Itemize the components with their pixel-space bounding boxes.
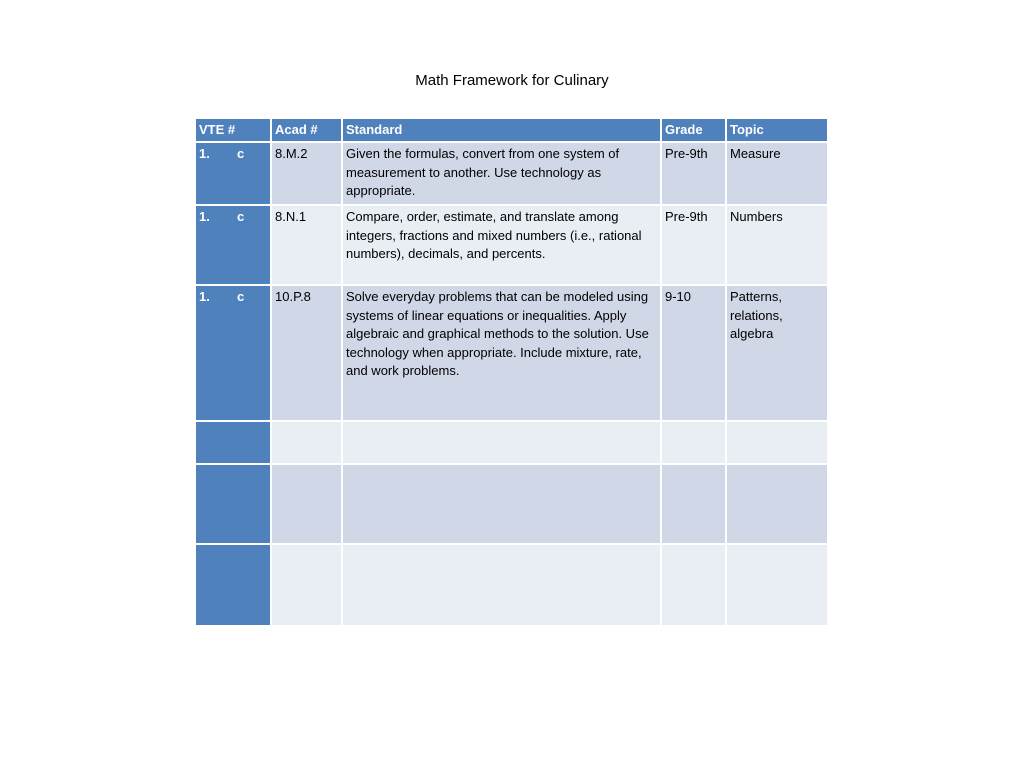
header-vte: VTE # (196, 119, 272, 143)
grade-cell: Pre-9th (662, 143, 727, 206)
vte-cell (196, 143, 272, 206)
acad-cell: 8.M.2 (272, 143, 343, 206)
topic-cell (727, 465, 827, 545)
page-title: Math Framework for Culinary (415, 72, 609, 89)
standard-cell (343, 465, 662, 545)
standard-cell: Compare, order, estimate, and translate among integers, fractions and mixed numbers (i.e., rational numbers), decimals, and percents. (343, 206, 662, 286)
grade-cell (662, 545, 727, 625)
vte-number: 1. (199, 209, 210, 224)
table-row (196, 206, 827, 286)
topic-cell: Measure (727, 143, 827, 206)
vte-letter: c (237, 146, 245, 161)
header-grade: Grade (662, 119, 727, 143)
grade-cell: 9-10 (662, 286, 727, 422)
standard-cell: Solve everyday problems that can be modeled using systems of linear equations or inequalities. Apply algebraic and graphical methods to the solution. Use technology when appropriate. Include mixture, rate, and work problems. (343, 286, 662, 422)
vte-cell (196, 545, 272, 625)
standard-cell (343, 422, 662, 465)
acad-cell (272, 422, 343, 465)
table-row (196, 286, 827, 422)
topic-cell: Numbers (727, 206, 827, 286)
topic-cell (727, 545, 827, 625)
table-row (196, 143, 827, 206)
vte-letter: c (237, 289, 245, 304)
table-row-empty (196, 465, 827, 545)
acad-cell (272, 465, 343, 545)
topic-cell: Patterns, relations, algebra (727, 286, 827, 422)
table-header-row (196, 119, 827, 143)
vte-cell (196, 286, 272, 422)
vte-cell (196, 206, 272, 286)
grade-cell (662, 465, 727, 545)
framework-table (196, 119, 827, 625)
vte-letter: c (237, 209, 245, 224)
grade-cell (662, 422, 727, 465)
standard-cell (343, 545, 662, 625)
table-row-empty (196, 422, 827, 465)
vte-cell (196, 465, 272, 545)
standard-cell: Given the formulas, convert from one system of measurement to another. Use technology as appropriate. (343, 143, 662, 206)
table-row-empty (196, 545, 827, 625)
acad-cell: 10.P.8 (272, 286, 343, 422)
header-topic: Topic (727, 119, 827, 143)
vte-cell (196, 422, 272, 465)
header-standard: Standard (343, 119, 662, 143)
header-acad: Acad # (272, 119, 343, 143)
vte-number: 1. (199, 146, 210, 161)
vte-number: 1. (199, 289, 210, 304)
acad-cell (272, 545, 343, 625)
acad-cell: 8.N.1 (272, 206, 343, 286)
grade-cell: Pre-9th (662, 206, 727, 286)
topic-cell (727, 422, 827, 465)
